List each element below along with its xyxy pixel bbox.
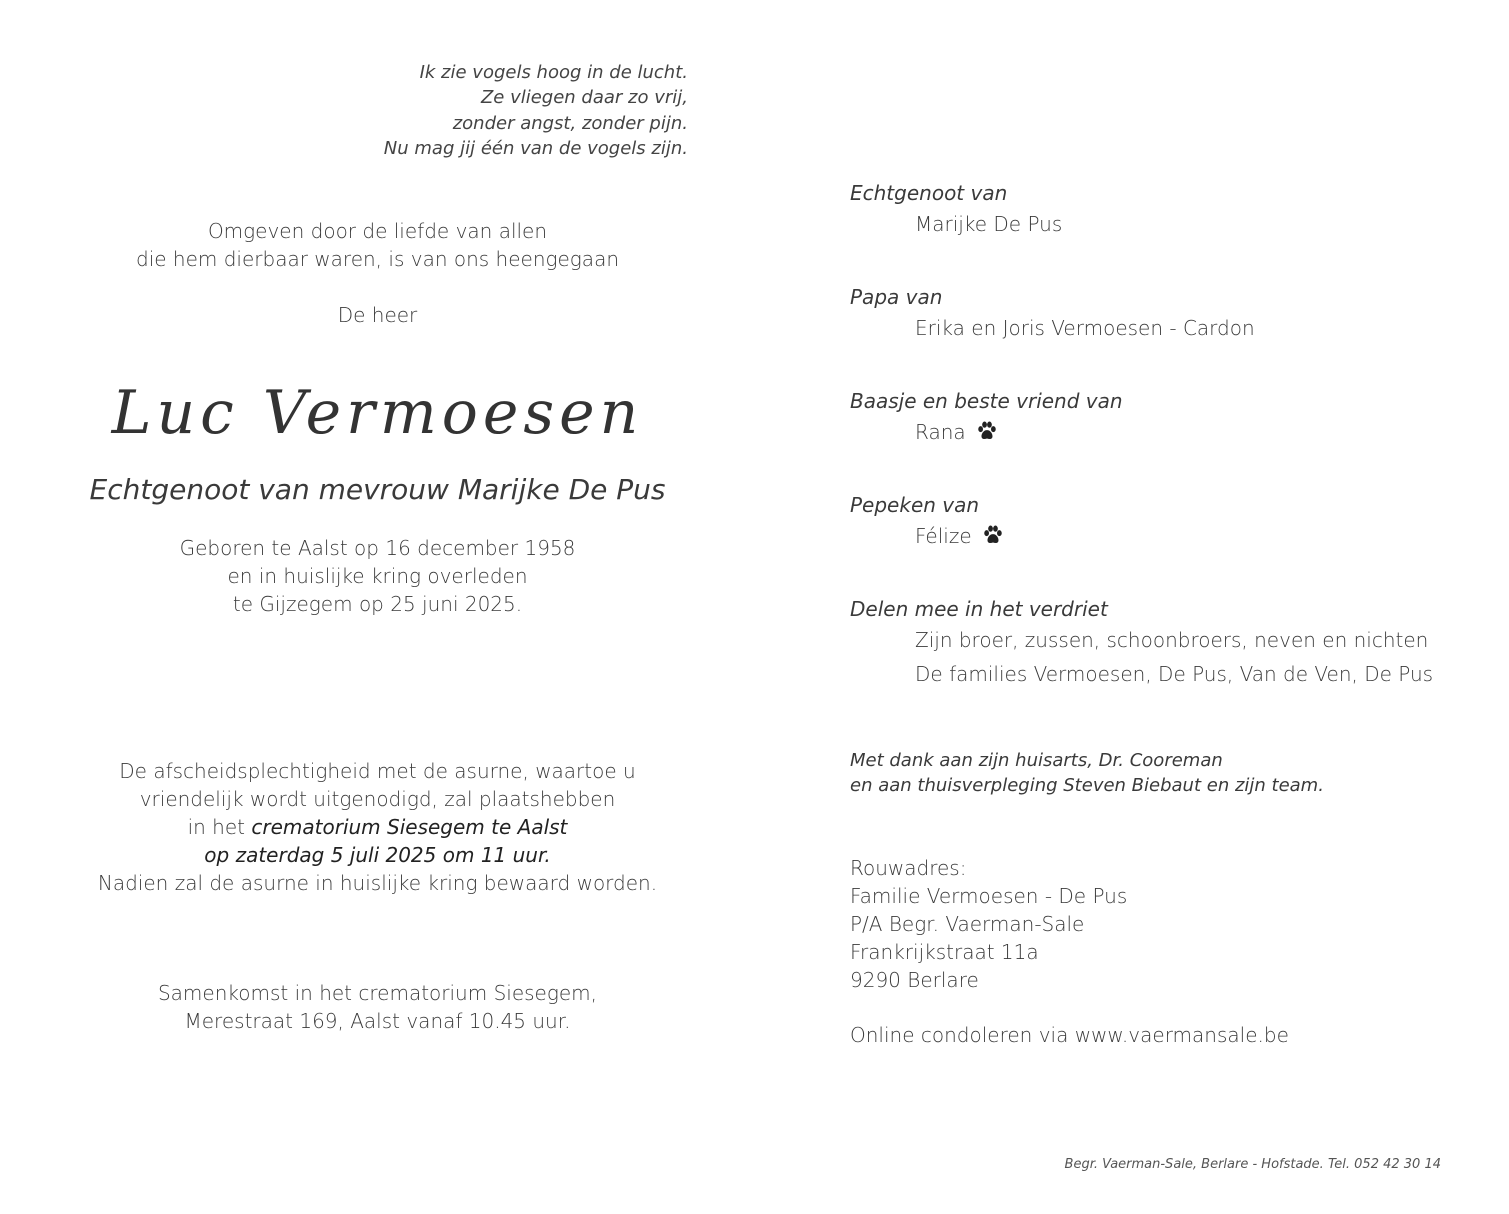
mourning-address: [850, 854, 1127, 994]
ceremony-text: [60, 757, 695, 897]
relation-group: [850, 491, 1433, 595]
spouse-title: Echtgenoot van mevrouw Marijke De Pus: [89, 473, 666, 506]
thanks-line: en aan thuisverpleging Steven Biebaut en zijn team.: [850, 775, 1324, 796]
deceased-name: Luc Vermoesen: [111, 378, 644, 448]
poem-line: Nu mag jij één van de vogels zijn.: [383, 137, 688, 159]
intro-line: die hem dierbaar waren, is van ons heengegaan: [136, 247, 619, 271]
ceremony-prefix: in het: [187, 815, 252, 839]
ceremony-line: [60, 813, 695, 841]
poem-line: zonder angst, zonder pijn.: [452, 112, 688, 134]
intro-text: [60, 217, 695, 273]
ceremony-location: crematorium Siesegem te Aalst: [251, 815, 568, 839]
relation-label: Pepeken van: [850, 493, 980, 517]
relation-group: [850, 283, 1433, 387]
relation-label: Baasje en beste vriend van: [850, 389, 1123, 413]
relation-name: Erika en Joris Vermoesen - Cardon: [915, 316, 1255, 340]
online-condolence: Online condoleren via www.vaermansale.be: [850, 1023, 1289, 1047]
ceremony-line: Nadien zal de asurne in huislijke kring bewaard worden.: [97, 871, 658, 895]
gathering-line: Merestraat 169, Aalst vanaf 10.45 uur.: [184, 1009, 571, 1033]
relation-name: Marijke De Pus: [915, 212, 1063, 236]
relation-name: De families Vermoesen, De Pus, Van de Ven, De Pus: [915, 662, 1434, 686]
paw-print-icon: [976, 421, 998, 441]
relation-group: [850, 387, 1433, 491]
salutation: De heer: [337, 303, 418, 327]
relation-label: Papa van: [850, 285, 943, 309]
birth-death-text: [60, 534, 695, 618]
gathering-text: [60, 979, 695, 1035]
poem: [384, 60, 688, 161]
relation-name: Zijn broer, zussen, schoonbroers, neven en nichten: [915, 628, 1429, 652]
poem-line: Ze vliegen daar zo vrij,: [480, 87, 688, 109]
birth-line: Geboren te Aalst op 16 december 1958: [179, 536, 576, 560]
thanks-line: Met dank aan zijn huisarts, Dr. Cooreman: [850, 750, 1223, 771]
thanks-text: [850, 748, 1324, 798]
relation-name: Félize: [915, 524, 972, 548]
intro-line: Omgeven door de liefde van allen: [207, 219, 548, 243]
death-line: en in huislijke kring overleden: [227, 564, 528, 588]
ceremony-line: [60, 841, 695, 869]
relations-list: [850, 179, 1433, 691]
address-line: Familie Vermoesen - De Pus: [850, 884, 1128, 908]
relation-label: Echtgenoot van: [850, 181, 1008, 205]
address-line: Rouwadres:: [850, 856, 967, 880]
poem-line: Ik zie vogels hoog in de lucht.: [419, 62, 688, 83]
relation-name-row: [915, 519, 1433, 553]
address-line: P/A Begr. Vaerman-Sale: [850, 912, 1085, 936]
gathering-line: Samenkomst in het crematorium Siesegem,: [157, 981, 597, 1005]
ceremony-datetime: op zaterdag 5 juli 2025 om 11 uur.: [204, 843, 551, 867]
address-line: Frankrijkstraat 11a: [850, 940, 1039, 964]
funeral-home-footer: Begr. Vaerman-Sale, Berlare - Hofstade. Tel. 052 42 30 14: [1064, 1157, 1441, 1172]
relation-group: [850, 179, 1433, 283]
paw-print-icon: [982, 525, 1004, 545]
relation-group: [850, 595, 1433, 691]
death-place-line: te Gijzegem op 25 juni 2025.: [232, 592, 523, 616]
relation-label: Delen mee in het verdriet: [850, 597, 1108, 621]
relation-name-row: [915, 415, 1433, 449]
address-line: 9290 Berlare: [850, 968, 979, 992]
ceremony-line: vriendelijk wordt uitgenodigd, zal plaatshebben: [139, 787, 616, 811]
relation-name: Rana: [915, 420, 966, 444]
ceremony-line: De afscheidsplechtigheid met de asurne, waartoe u: [119, 759, 636, 783]
